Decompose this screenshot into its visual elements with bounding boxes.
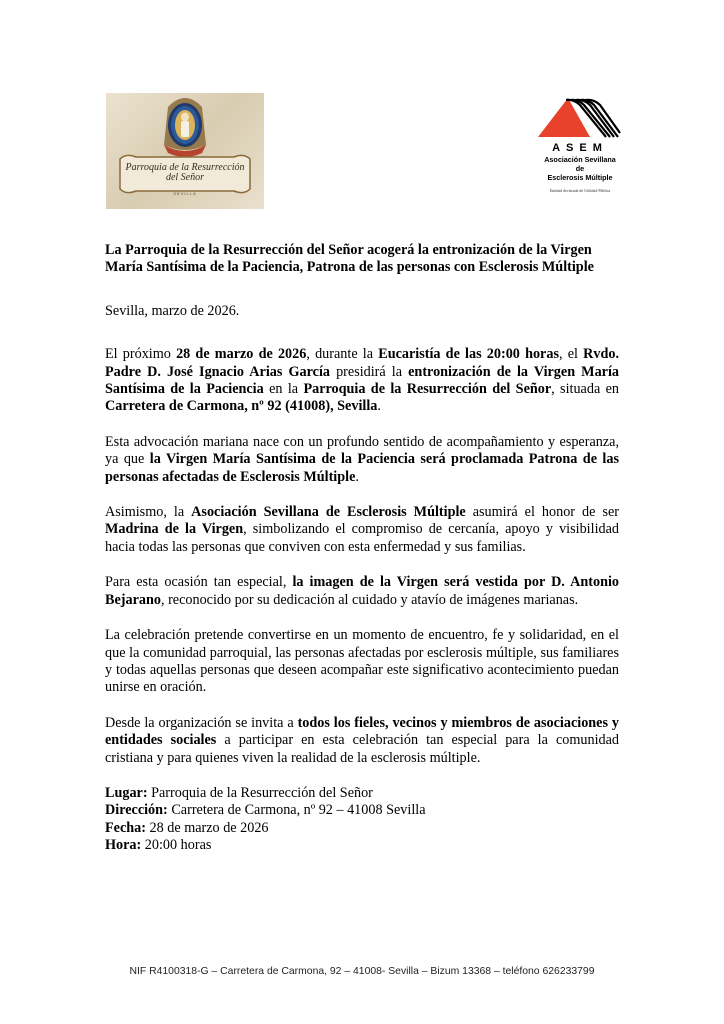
paragraph-3 (105, 504, 619, 556)
text: . (377, 398, 381, 415)
text: asumirá el honor de ser (465, 504, 619, 521)
detail-label: Hora: (105, 837, 142, 854)
detail-fecha (105, 820, 619, 837)
detail-value: Parroquia de la Resurrección del Señor (147, 784, 373, 801)
document-title: La Parroquia de la Resurrección del Señor acogerá la entronización de la Virgen María Santísima de la Paciencia, Patrona de las personas con Esclerosis Múltiple (105, 242, 594, 276)
detail-value: 20:00 horas (141, 837, 212, 854)
bold-text: Rvdo. Padre D. José Ignacio Arias García (105, 346, 620, 380)
bold-text: Carretera de Carmona, nº 92 (41008), Sevilla (105, 398, 378, 415)
parish-name-line2: del Señor (165, 172, 205, 183)
bold-text: Asociación Sevillana de Esclerosis Múltiple (191, 504, 466, 521)
footer: NIF R4100318-G – Carretera de Carmona, 92 – 41008- Sevilla – Bizum 13368 – teléfono 626233799 (129, 966, 595, 977)
detail-value: 28 de marzo de 2026 (145, 819, 269, 836)
asem-org-name (532, 155, 628, 183)
asem-org-line3: Esclerosis Múltiple (547, 173, 613, 183)
parish-name (122, 163, 248, 183)
bold-text: Parroquia de la Resurrección del Señor (303, 381, 552, 398)
bold-text: todos los fieles, vecinos y miembros de asociaciones y entidades sociales (105, 714, 619, 749)
bold-text: 28 de marzo de 2026 (176, 346, 307, 363)
detail-hora (105, 837, 619, 854)
asem-logo (528, 95, 628, 205)
paragraph-6 (105, 715, 619, 767)
detail-value: Carretera de Carmona, nº 92 – 41008 Sevilla (167, 802, 426, 819)
text: La celebración pretende convertirse en un momento de encuentro, fe y solidaridad, en el que la comunidad parroquial, las personas afectadas por esclerosis múltiple, sus familiares y todas aquellas personas que deseen acompañar este significativo acontecimiento puedan unirse en oración. (105, 627, 619, 696)
bold-text: entronización de la Virgen María Santísima de la Paciencia (105, 363, 619, 398)
bold-text: Eucaristía de las 20:00 horas (378, 346, 559, 363)
detail-label: Lugar: (105, 784, 148, 801)
parish-logo (106, 93, 264, 209)
text: Desde la organización se invita a (105, 714, 298, 731)
text: Para esta ocasión tan especial, (105, 574, 293, 591)
text: Esta advocación mariana nace con un profundo sentido de acompañamiento y esperanza, ya que (105, 433, 619, 468)
text: , durante la (306, 346, 379, 363)
paragraph-1 (105, 346, 619, 416)
document-body (105, 242, 619, 855)
text: Asimismo, la (105, 504, 192, 521)
text: El próximo (105, 346, 177, 363)
asem-tagline: Entidad declarada de Utilidad Pública (549, 188, 611, 193)
text: , situada en (551, 381, 619, 398)
text: , el (558, 346, 584, 363)
detail-lugar (105, 785, 619, 802)
detail-direccion (105, 802, 619, 819)
asem-triangle-icon (528, 95, 628, 145)
text: , reconocido por su dedicación al cuidado y atavío de imágenes marianas. (160, 591, 579, 608)
paragraph-5 (105, 627, 619, 697)
parish-city: SEVILLA (173, 191, 197, 196)
text: a participar en esta celebración tan especial para la comunidad cristiana y para quienes viven la realidad de la esclerosis múltiple. (105, 732, 619, 766)
event-details (105, 785, 619, 855)
asem-letters: ASEM (552, 142, 608, 154)
detail-label: Fecha: (105, 819, 146, 836)
parish-name-line1: Parroquia de la Resurrección (125, 162, 245, 173)
bold-text: Madrina de la Virgen (105, 521, 244, 538)
paragraph-4 (105, 574, 619, 609)
dateline: Sevilla, marzo de 2026. (105, 302, 240, 319)
text: en la (263, 381, 304, 398)
bold-text: la imagen de la Virgen será vestida por D. Antonio Bejarano (105, 574, 620, 608)
detail-label: Dirección: (105, 802, 168, 819)
bold-text: la Virgen María Santísima de la Paciencia será proclamada Patrona de las personas afectadas de Esclerosis Múltiple (105, 451, 619, 485)
text: . (355, 468, 359, 485)
asem-org-line2: de (575, 164, 585, 174)
asem-org-line1: Asociación Sevillana (544, 155, 616, 164)
text: , simbolizando el compromiso de cercanía, apoyo y visibilidad hacia todas las personas que conviven con esta enfermedad y sus familias. (105, 521, 619, 555)
paragraph-2 (105, 434, 619, 486)
text: presidirá la (329, 363, 409, 380)
